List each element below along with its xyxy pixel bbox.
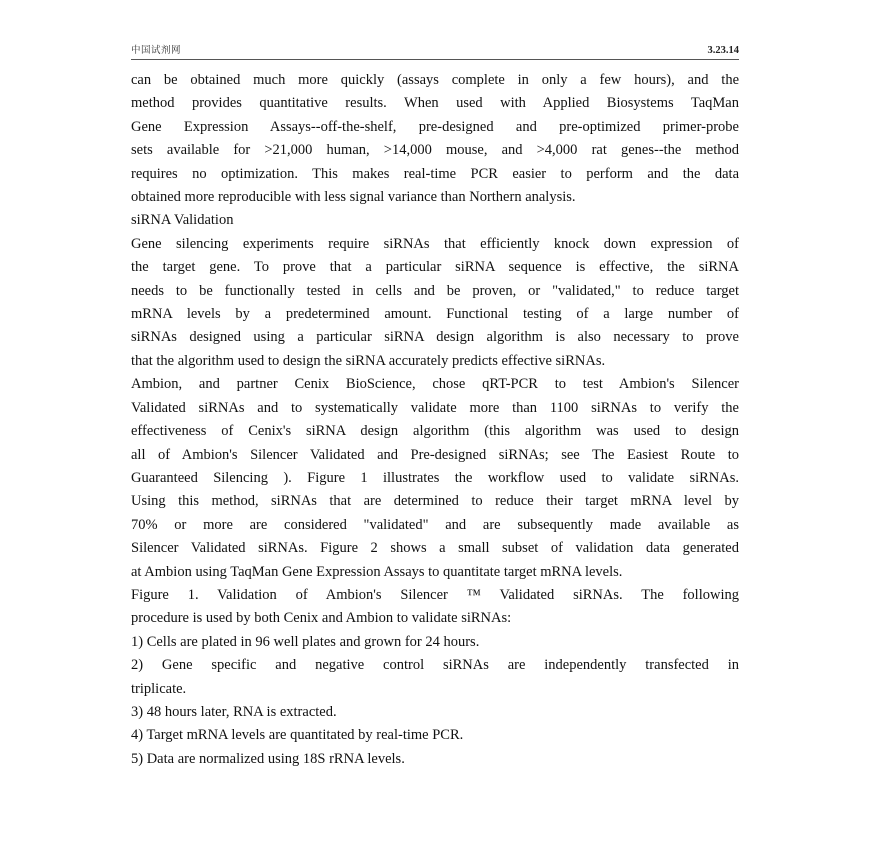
text-line: requires no optimization. This makes real-time PCR easier to perform and the data xyxy=(131,165,739,182)
text-line: can be obtained much more quickly (assays complete in only a few hours), and the xyxy=(131,72,739,88)
text-line: Gene Expression Assays--off-the-shelf, pre-designed and pre-optimized primer-probe xyxy=(131,118,739,135)
text-line: 3) 48 hours later, RNA is extracted. xyxy=(131,703,337,720)
text-line: Gene silencing experiments require siRNAs that efficiently knock down expression of xyxy=(131,235,739,252)
text-line: that the algorithm used to design the siRNA accurately predicts effective siRNAs. xyxy=(131,352,606,369)
text-line: method provides quantitative results. When used with Applied Biosystems TaqMan xyxy=(131,95,739,112)
paragraph xyxy=(131,69,739,209)
text-line: needs to be functionally tested in cells and be proven, or "validated," to reduce target xyxy=(131,282,739,299)
text-line: at Ambion using TaqMan Gene Expression Assays to quantitate target mRNA levels. xyxy=(131,563,623,580)
document-body xyxy=(131,69,739,771)
text-line: 4) Target mRNA levels are quantitated by real-time PCR. xyxy=(131,727,464,744)
paragraph xyxy=(131,748,739,771)
text-line: sets available for >21,000 human, >14,000 mouse, and >4,000 rat genes--the method xyxy=(131,142,739,159)
text-line: Using this method, siRNAs that are determined to reduce their target mRNA level by xyxy=(131,493,739,510)
text-line: 5) Data are normalized using 18S rRNA levels. xyxy=(131,750,405,767)
text-line: the target gene. To prove that a particular siRNA sequence is effective, the siRNA xyxy=(131,259,739,276)
text-line: all of Ambion's Silencer Validated and Pre-designed siRNAs; see The Easiest Route to xyxy=(131,446,739,463)
text-line: mRNA levels by a predetermined amount. Functional testing of a large number of xyxy=(131,306,739,323)
page-id: 3.23.14 xyxy=(707,45,739,56)
text-line: effectiveness of Cenix's siRNA design algorithm (this algorithm was used to design xyxy=(131,423,739,440)
text-line: Silencer Validated siRNAs. Figure 2 shows a small subset of validation data generated xyxy=(131,540,739,557)
text-line: 1) Cells are plated in 96 well plates and grown for 24 hours. xyxy=(131,633,480,650)
paragraph xyxy=(131,584,739,631)
text-line: 2) Gene specific and negative control siRNAs are independently transfected in xyxy=(131,657,739,674)
paragraph xyxy=(131,233,739,373)
document-page xyxy=(131,36,739,771)
text-line: siRNA Validation xyxy=(131,212,234,229)
text-line: 70% or more are considered "validated" and are subsequently made available as xyxy=(131,516,739,533)
text-line: obtained more reproducible with less signal variance than Northern analysis. xyxy=(131,189,576,206)
paragraph xyxy=(131,701,739,724)
text-line: Ambion, and partner Cenix BioScience, chose qRT-PCR to test Ambion's Silencer xyxy=(131,376,739,393)
site-name: 中国试剂网 xyxy=(131,45,182,56)
section-heading xyxy=(131,209,739,232)
paragraph xyxy=(131,654,739,701)
text-line: Figure 1. Validation of Ambion's Silencer ™ Validated siRNAs. The following xyxy=(131,586,739,603)
paragraph xyxy=(131,373,739,584)
text-line: procedure is used by both Cenix and Ambion to validate siRNAs: xyxy=(131,610,512,627)
paragraph xyxy=(131,724,739,747)
text-line: Validated siRNAs and to systematically validate more than 1100 siRNAs to verify the xyxy=(131,399,739,416)
text-line: siRNAs designed using a particular siRNA design algorithm is also necessary to prove xyxy=(131,329,739,346)
page-header xyxy=(131,36,739,60)
text-line: triplicate. xyxy=(131,680,187,697)
paragraph xyxy=(131,631,739,654)
text-line: Guaranteed Silencing ). Figure 1 illustrates the workflow used to validate siRNAs. xyxy=(131,469,739,486)
